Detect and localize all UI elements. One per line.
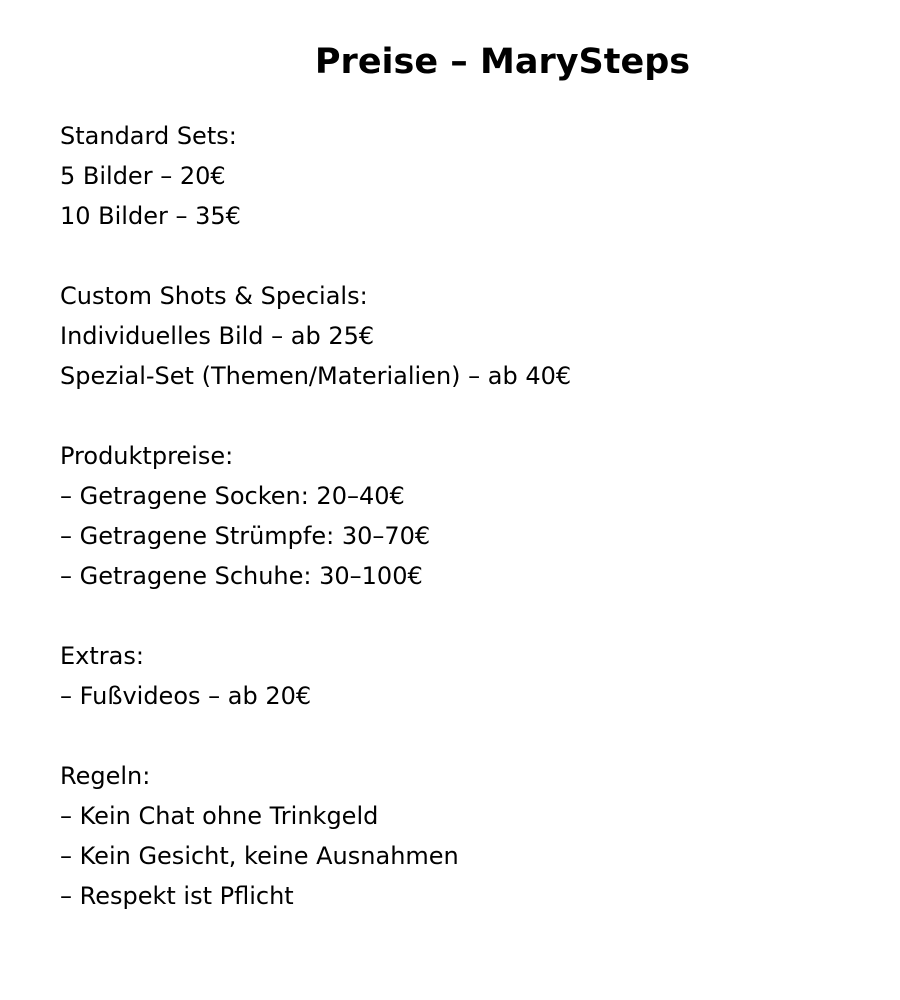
price-list [60,116,880,916]
price-line: – Getragene Schuhe: 30–100€ [60,562,423,590]
spacer [60,716,880,756]
rule-line: – Respekt ist Pflicht [60,882,294,910]
price-line: – Fußvideos – ab 20€ [60,682,312,710]
section-extras [60,636,880,716]
section-heading: Extras: [60,642,144,670]
spacer [60,596,880,636]
section-custom-shots [60,276,880,396]
price-line: Individuelles Bild – ab 25€ [60,322,375,350]
section-heading: Standard Sets: [60,122,237,150]
spacer [60,236,880,276]
price-line: 10 Bilder – 35€ [60,202,241,230]
price-line: 5 Bilder – 20€ [60,162,226,190]
section-heading: Custom Shots & Specials: [60,282,368,310]
section-heading: Regeln: [60,762,151,790]
spacer [60,396,880,436]
section-heading: Produktpreise: [60,442,234,470]
price-line: Spezial-Set (Themen/Materialien) – ab 40€ [60,362,572,390]
price-line: – Getragene Strümpfe: 30–70€ [60,522,431,550]
section-rules [60,756,880,916]
section-standard-sets [60,116,880,236]
section-product-prices [60,436,880,596]
price-line: – Getragene Socken: 20–40€ [60,482,405,510]
rule-line: – Kein Chat ohne Trinkgeld [60,802,379,830]
page-title: Preise – MarySteps [314,42,691,82]
rule-line: – Kein Gesicht, keine Ausnahmen [60,842,459,870]
